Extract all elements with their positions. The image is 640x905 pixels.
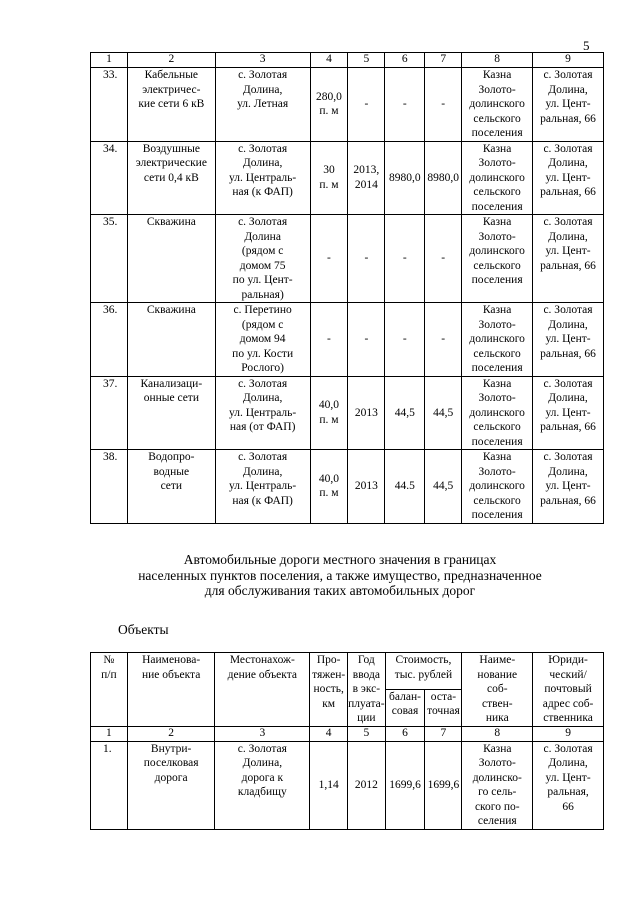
residual-cost: - [425, 215, 462, 303]
header-balance: балан- совая [385, 689, 425, 726]
commission-year: 2012 [348, 741, 385, 829]
object-location: с. Золотая Долина, дорога к кладбищу [215, 741, 310, 829]
owner-address: с. Золотая Долина, ул. Цент- ральная, 66 [533, 141, 604, 215]
column-index: 7 [425, 726, 462, 741]
header-address: Юриди- ческий/ почтовый адрес соб- ственника [533, 653, 604, 727]
table-row [91, 215, 604, 303]
balance-cost: - [385, 215, 425, 303]
owner-name: Казна Золото- долинского сельского поселения [462, 215, 533, 303]
header-year: Год ввода в экс- плуата- ции [348, 654, 385, 724]
column-index: 4 [310, 726, 348, 741]
column-index: 5 [348, 53, 385, 68]
object-name: Скважина [127, 303, 215, 377]
header-owner: Наиме- нование соб- ствен- ника [462, 653, 533, 727]
object-name: Кабельные электричес- кие сети 6 кВ [127, 68, 215, 142]
page-number: 5 [583, 38, 590, 53]
row-number: 38. [91, 450, 128, 524]
residual-cost: 44,5 [425, 450, 462, 524]
column-index: 8 [462, 726, 533, 741]
roads-table [90, 652, 604, 830]
header-residual: оста- точная [425, 689, 462, 726]
object-location: с. Золотая Долина, ул. Централь- ная (к ФАП) [215, 450, 310, 524]
balance-cost: 1699,6 [385, 741, 425, 829]
object-name: Канализаци- онные сети [127, 376, 215, 450]
table1-index-row [91, 53, 604, 68]
column-index: 5 [348, 726, 385, 741]
header-location: Местонахож- дение объекта [215, 653, 310, 727]
row-number: 34. [91, 141, 128, 215]
object-location: с. Золотая Долина (рядом с домом 75 по ул. Цент- ральная) [215, 215, 310, 303]
owner-name: Казна Золото- долинского сельского поселения [462, 376, 533, 450]
section-heading [0, 552, 640, 599]
column-index: 4 [310, 53, 348, 68]
column-index: 6 [385, 726, 425, 741]
object-name: Скважина [127, 215, 215, 303]
balance-cost: - [385, 303, 425, 377]
residual-cost: 44,5 [425, 376, 462, 450]
object-location: с. Золотая Долина, ул. Централь- ная (к ФАП) [215, 141, 310, 215]
table-row [91, 141, 604, 215]
commission-year: - [348, 68, 385, 142]
object-location: с. Золотая Долина, ул. Централь- ная (от ФАП) [215, 376, 310, 450]
column-index: 8 [462, 53, 533, 68]
table-row [91, 303, 604, 377]
column-index: 6 [385, 53, 425, 68]
balance-cost: 8980,0 [385, 141, 425, 215]
table2-header-row [91, 653, 604, 690]
row-number: 1. [91, 741, 128, 829]
table-row [91, 376, 604, 450]
object-length: 40,0 п. м [310, 450, 348, 524]
owner-address: с. Золотая Долина, ул. Цент- ральная, 66 [533, 68, 604, 142]
object-location: с. Золотая Долина, ул. Летная [215, 68, 310, 142]
owner-address: с. Золотая Долина, ул. Цент- ральная, 66 [533, 450, 604, 524]
row-number: 35. [91, 215, 128, 303]
owner-name: Казна Золото- долинского сельского поселения [462, 303, 533, 377]
column-index: 3 [215, 53, 310, 68]
object-length: 1,14 [310, 741, 348, 829]
residual-cost: 1699,6 [425, 741, 462, 829]
owner-address: с. Золотая Долина, ул. Цент- ральная, 66 [533, 303, 604, 377]
objects-subheading: Объекты [118, 622, 169, 637]
commission-year: 2013 [348, 450, 385, 524]
residual-cost: - [425, 303, 462, 377]
row-number: 36. [91, 303, 128, 377]
commission-year: - [348, 303, 385, 377]
object-length: - [310, 215, 348, 303]
commission-year: 2013 [348, 376, 385, 450]
owner-name: Казна Золото- долинско- го сель- ского по- селения [462, 741, 533, 829]
commission-year: - [348, 215, 385, 303]
table-row [91, 741, 604, 829]
column-index: 3 [215, 726, 310, 741]
table-row [91, 450, 604, 524]
balance-cost: 44.5 [385, 450, 425, 524]
object-length: - [310, 303, 348, 377]
owner-address: с. Золотая Долина, ул. Цент- ральная, 66 [533, 741, 604, 829]
owner-name: Казна Золото- долинского сельского поселения [462, 450, 533, 524]
column-index: 1 [91, 53, 128, 68]
table-row [91, 68, 604, 142]
owner-name: Казна Золото- долинского сельского поселения [462, 141, 533, 215]
balance-cost: 44,5 [385, 376, 425, 450]
owner-address: с. Золотая Долина, ул. Цент- ральная, 66 [533, 376, 604, 450]
property-table-continued [90, 52, 604, 524]
object-location: с. Перетино (рядом с домом 94 по ул. Кости Рослого) [215, 303, 310, 377]
owner-address: с. Золотая Долина, ул. Цент- ральная, 66 [533, 215, 604, 303]
header-length: Про- тяжен- ность, км [310, 653, 348, 727]
column-index: 1 [91, 726, 128, 741]
residual-cost: - [425, 68, 462, 142]
column-index: 2 [127, 53, 215, 68]
column-index: 7 [425, 53, 462, 68]
object-length: 280,0 п. м [310, 68, 348, 142]
object-length: 30 п. м [310, 141, 348, 215]
residual-cost: 8980,0 [425, 141, 462, 215]
heading-line: для обслуживания таких автомобильных дорог [204, 583, 476, 598]
object-name: Внутри- поселковая дорога [127, 741, 215, 829]
heading-line: Автомобильные дороги местного значения в границах [183, 552, 497, 567]
heading-line: населенных пунктов поселения, а также имущество, предназначенное [138, 567, 542, 583]
object-name: Водопро- водные сети [127, 450, 215, 524]
owner-name: Казна Золото- долинского сельского поселения [462, 68, 533, 142]
header-num: № п/п [91, 653, 128, 727]
column-index: 9 [533, 53, 604, 68]
row-number: 37. [91, 376, 128, 450]
column-index: 9 [533, 726, 604, 741]
object-length: 40,0 п. м [310, 376, 348, 450]
header-name: Наименова- ние объекта [127, 653, 215, 727]
balance-cost: - [385, 68, 425, 142]
column-index: 2 [127, 726, 215, 741]
object-name: Воздушные электрические сети 0,4 кВ [127, 141, 215, 215]
table2-index-row [91, 726, 604, 741]
commission-year: 2013, 2014 [348, 141, 385, 215]
header-cost: Стоимость, тыс. рублей [385, 653, 462, 690]
row-number: 33. [91, 68, 128, 142]
